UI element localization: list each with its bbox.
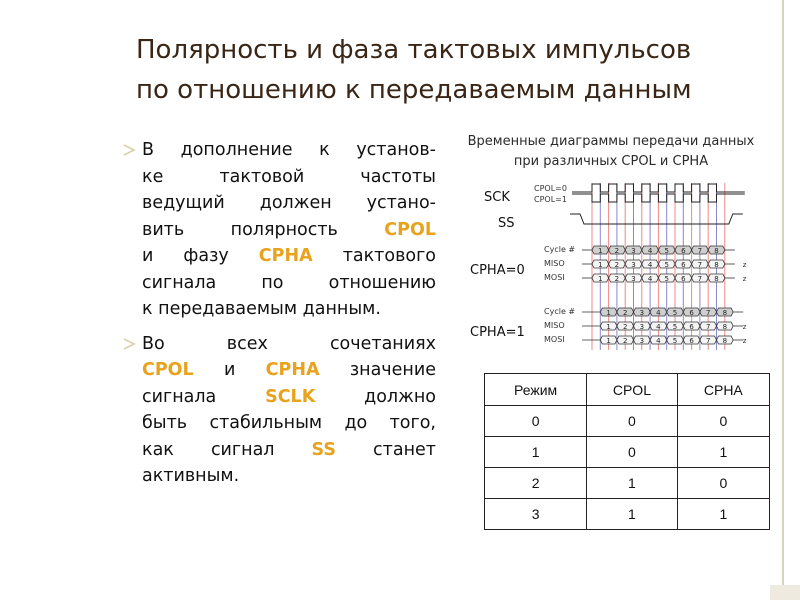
table-row [485, 406, 770, 437]
diagram-caption [452, 132, 770, 172]
cycle-number: 3 [631, 275, 636, 283]
cpol0-clock-wave [572, 184, 745, 192]
word: сочетаниях [329, 333, 436, 354]
cpha-cell: 1 [677, 437, 769, 468]
text-line [142, 190, 436, 217]
cpol1-label: CPOL=1 [534, 195, 567, 204]
mode-cell: 1 [485, 437, 587, 468]
cycle-number: 3 [639, 337, 645, 345]
text-line [142, 384, 436, 411]
cycle-number: 7 [697, 247, 703, 255]
word: и [224, 360, 236, 380]
cycle-number: 3 [631, 261, 636, 269]
text-line [142, 437, 436, 464]
cycle-number: 8 [722, 309, 728, 317]
cycle-number: 1 [606, 323, 611, 331]
diagram-caption-line-1: Временные диаграммы передачи данных [467, 134, 755, 149]
title-line-2: по отношению к передаваемым данным [136, 75, 692, 105]
cycle-number: 2 [614, 247, 620, 255]
text-line [142, 137, 436, 164]
cycle-number: 5 [664, 247, 669, 255]
cycle-number: 1 [598, 261, 603, 269]
text-line [142, 270, 436, 297]
text-line [142, 296, 436, 323]
cycle-number: 7 [705, 309, 711, 317]
word: значение [349, 360, 436, 380]
highlighted-term: SS [311, 439, 336, 460]
modes-table-header-row [485, 374, 770, 406]
cycle-number: 6 [681, 247, 686, 255]
table-row [485, 437, 770, 468]
cycle-number: 3 [639, 309, 645, 317]
word: тактовой [219, 166, 305, 187]
cycle-number: 6 [689, 309, 694, 317]
cpha1-label: CPHA=1 [470, 325, 525, 340]
word: по [261, 272, 284, 293]
highlighted-term: CPHA [258, 246, 313, 266]
word: В [142, 140, 155, 160]
word: полярность [230, 219, 338, 240]
cpha-cell: 0 [677, 468, 769, 499]
cpha0-cycle-row-label: Cycle # [544, 245, 576, 254]
cycle-number: 4 [656, 323, 661, 331]
cycle-number: 4 [647, 275, 653, 283]
word: ке [142, 166, 164, 187]
cpha0-miso-row-label: MISO [544, 259, 565, 268]
cycle-number: 8 [722, 337, 728, 345]
word: установ- [356, 140, 436, 160]
word: ведущий [142, 193, 225, 213]
cycle-number: 5 [664, 261, 669, 269]
high-z-mark: z [742, 323, 747, 331]
text-line [142, 217, 436, 244]
cpha0-mosi-row-label: MOSI [544, 273, 565, 282]
cycle-number: 4 [647, 261, 653, 269]
diagram-caption-line-2: при различных CPOL и CPHA [513, 154, 709, 169]
cycle-number: 4 [647, 247, 653, 255]
text-line [142, 164, 436, 191]
word: станет [373, 439, 436, 460]
cycle-number: 8 [714, 275, 719, 283]
word: должен [259, 193, 332, 213]
cycle-number: 1 [598, 275, 603, 283]
cycle-number: 4 [656, 309, 661, 317]
cycle-number: 1 [598, 247, 603, 255]
cycle-number: 1 [606, 337, 611, 345]
title-line-1: Полярность и фаза тактовых импульсов [136, 35, 692, 65]
word: устано- [366, 193, 436, 213]
timing-diagram [462, 178, 772, 354]
word: и [142, 246, 154, 266]
word: сигнала [142, 386, 217, 407]
cpha1-cycle-row-label: Cycle # [544, 307, 576, 316]
cycle-number: 7 [697, 275, 703, 283]
text-line [142, 243, 436, 270]
highlighted-term: CPHA [265, 360, 320, 380]
slide-frame-line [782, 0, 784, 600]
word: Во [142, 333, 165, 354]
bullet-icon [122, 337, 136, 351]
word: вить [142, 219, 185, 240]
slide-frame-corner [770, 585, 800, 600]
word: отношению [328, 272, 436, 293]
word: сигнала [142, 272, 217, 293]
cycle-number: 5 [672, 309, 678, 317]
text-line [142, 410, 436, 437]
modes-header-cpha: CPHA [677, 374, 769, 406]
slide-title [136, 30, 776, 110]
cpol-cell: 0 [587, 437, 678, 468]
paragraph-2 [142, 331, 436, 490]
high-z-mark: z [742, 261, 747, 269]
modes-header-mode: Режим [485, 374, 587, 406]
bullet-icon [122, 143, 136, 157]
word: частоты [360, 166, 436, 187]
cycle-number: 5 [672, 337, 678, 345]
text-line [142, 331, 436, 358]
cycle-number: 5 [664, 275, 669, 283]
table-row [485, 468, 770, 499]
highlighted-term: SCLK [265, 386, 316, 407]
ss-label: SS [498, 216, 515, 231]
high-z-mark: z [742, 275, 747, 283]
cycle-number: 7 [705, 337, 711, 345]
cycle-number: 2 [614, 261, 620, 269]
cycle-number: 2 [622, 337, 628, 345]
word: сигнал [210, 439, 275, 460]
cpol0-label: CPOL=0 [534, 184, 567, 193]
cycle-number: 7 [697, 261, 703, 269]
mode-cell: 0 [485, 406, 587, 437]
sck-label: SCK [484, 190, 510, 205]
table-row [485, 499, 770, 530]
cpol-cell: 1 [587, 468, 678, 499]
modes-table [484, 373, 770, 530]
word: до [344, 413, 368, 433]
word: должно [364, 386, 436, 407]
paragraph-1 [142, 137, 436, 323]
cpol1-clock-wave [572, 194, 745, 202]
cycle-number: 7 [705, 323, 711, 331]
word: быть [142, 413, 188, 433]
cycle-number: 6 [681, 261, 686, 269]
high-z-mark: z [742, 337, 747, 345]
cycle-number: 6 [689, 337, 694, 345]
mode-cell: 3 [485, 499, 587, 530]
cycle-number: 4 [656, 337, 661, 345]
body-text [142, 137, 436, 490]
word: дополнение [180, 140, 293, 160]
word: всех [226, 333, 268, 354]
cpol-cell: 1 [587, 499, 678, 530]
cycle-number: 2 [622, 309, 628, 317]
cycle-number: 2 [622, 323, 628, 331]
word: данным. [297, 299, 381, 319]
cycle-number: 6 [689, 323, 694, 331]
word: к [319, 140, 330, 160]
word: передаваемым [152, 299, 298, 319]
text-line [142, 463, 436, 490]
text-line [142, 357, 436, 384]
word: стабильным [209, 413, 323, 433]
mode-cell: 2 [485, 468, 587, 499]
highlighted-term: CPOL [384, 219, 436, 240]
cpha-cell: 0 [677, 406, 769, 437]
modes-header-cpol: CPOL [587, 374, 678, 406]
cycle-number: 1 [606, 309, 611, 317]
cpha-cell: 1 [677, 499, 769, 530]
cpol-cell: 0 [587, 406, 678, 437]
cycle-number: 8 [714, 247, 719, 255]
cpha1-mosi-row-label: MOSI [544, 335, 565, 344]
cycle-number: 3 [639, 323, 645, 331]
cpha1-miso-row-label: MISO [544, 321, 565, 330]
cpha0-label: CPHA=0 [470, 263, 525, 278]
word: активным. [142, 466, 240, 486]
word: как [142, 439, 174, 460]
cycle-number: 6 [681, 275, 686, 283]
word: фазу [183, 246, 229, 266]
cycle-number: 3 [631, 247, 636, 255]
cycle-number: 8 [714, 261, 719, 269]
cycle-number: 2 [614, 275, 620, 283]
word: к [142, 299, 153, 319]
cycle-number: 5 [672, 323, 678, 331]
word: того, [389, 413, 436, 433]
highlighted-term: CPOL [142, 360, 194, 380]
cycle-number: 8 [722, 323, 728, 331]
word: тактового [342, 246, 436, 266]
